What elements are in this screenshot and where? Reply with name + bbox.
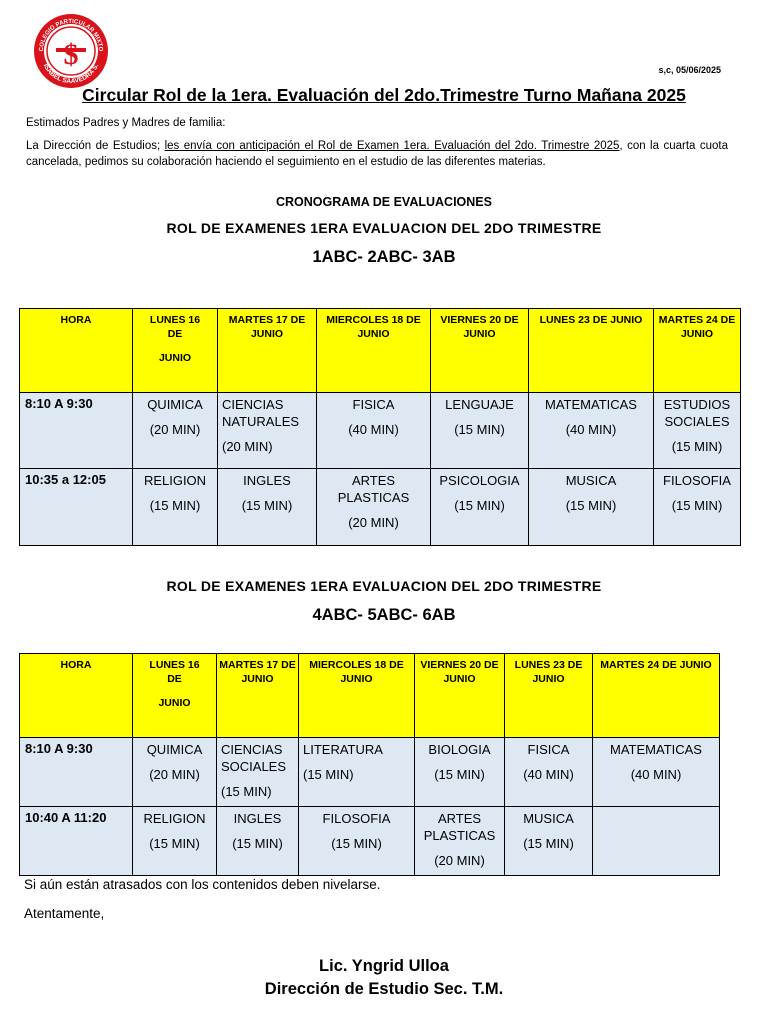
exam-cell [431, 393, 529, 469]
hora-cell: 8:10 A 9:30 [20, 738, 133, 807]
exam-cell [133, 807, 217, 876]
exam-cell [217, 738, 299, 807]
day-label: MIERCOLES 18 DE JUNIO [326, 314, 421, 340]
exam-cell [299, 738, 415, 807]
day-label: LUNES 23 DE JUNIO [514, 659, 583, 685]
duration-label: (40 MIN) [523, 767, 574, 782]
table-row [20, 393, 741, 469]
subject-label: LENGUAJE [445, 397, 514, 412]
table2-heading: ROL DE EXAMENES 1ERA EVALUACION DEL 2DO TRIMESTRE [166, 578, 602, 594]
day-label: VIERNES 20 DE JUNIO [420, 659, 499, 685]
hora-cell: 8:10 A 9:30 [20, 393, 133, 469]
col-header-day [505, 654, 593, 738]
subject-label: CIENCIAS SOCIALES [221, 742, 287, 774]
duration-label: (15 MIN) [454, 422, 505, 437]
col-header-day [431, 309, 529, 393]
exam-cell [593, 807, 720, 876]
table-row [20, 738, 720, 807]
duration-label: (40 MIN) [565, 422, 617, 437]
col-header-day [217, 654, 299, 738]
subject-label: BIOLOGIA [428, 742, 491, 757]
signer-title: Dirección de Estudio Sec. T.M. [264, 980, 504, 998]
schedule-table-1 [19, 308, 741, 546]
col-header-day [317, 309, 431, 393]
duration-label: (15 MIN) [149, 836, 200, 851]
table-row [20, 807, 720, 876]
duration-label: (15 MIN) [232, 836, 283, 851]
exam-cell [431, 469, 529, 546]
subject-label: FILOSOFIA [663, 473, 731, 488]
schedule-table-2 [19, 653, 720, 876]
col-header-day [133, 309, 218, 393]
col-header-day [593, 654, 720, 738]
exam-cell [299, 807, 415, 876]
intro-paragraph [26, 139, 728, 170]
duration-label: (15 MIN) [241, 498, 293, 513]
subject-label: FISICA [352, 397, 395, 412]
day-label: MARTES 24 DE JUNIO [600, 659, 712, 671]
col-header-day [218, 309, 317, 393]
exam-cell [317, 469, 431, 546]
subject-label: LITERATURA [303, 742, 383, 757]
day-label: VIERNES 20 DE JUNIO [440, 314, 519, 340]
table1-heading: ROL DE EXAMENES 1ERA EVALUACION DEL 2DO TRIMESTRE [166, 220, 602, 236]
hora-cell: 10:40 A 11:20 [20, 807, 133, 876]
exam-cell [133, 469, 218, 546]
table-row [20, 469, 741, 546]
day-label: LUNES 23 DE JUNIO [539, 314, 643, 326]
exam-cell [529, 393, 654, 469]
exam-cell [505, 738, 593, 807]
subject-label: ARTES PLASTICAS [423, 811, 496, 843]
col-header-hora: HORA [20, 309, 133, 393]
subject-label: MUSICA [565, 473, 617, 488]
footer-note: Si aún están atrasados con los contenidos deben nivelarse. [24, 877, 381, 892]
subject-label: MUSICA [523, 811, 574, 826]
closing: Atentamente, [24, 906, 105, 921]
exam-cell [133, 393, 218, 469]
table2-grades: 4ABC- 5ABC- 6AB [312, 606, 456, 624]
exam-cell [505, 807, 593, 876]
exam-cell [218, 469, 317, 546]
duration-label: (20 MIN) [222, 439, 273, 454]
day-label: LUNES 16 DE JUNIO [149, 314, 201, 364]
intro-end: , con la cuarta cuota cancelada, pedimos su colaboración haciendo el seguimiento en el estudio de las diferentes materias. [26, 140, 728, 168]
subject-label: QUIMICA [147, 397, 203, 412]
duration-label: (15 MIN) [303, 767, 354, 782]
duration-label: (40 MIN) [630, 767, 682, 782]
table1-grades: 1ABC- 2ABC- 3AB [312, 248, 456, 266]
col-header-day [529, 309, 654, 393]
logo-text: COLEGIO PARTICULAR MIXTO [38, 18, 104, 52]
day-label: MARTES 17 DE JUNIO [219, 659, 296, 685]
signer-name: Lic. Yngrid Ulloa [319, 957, 449, 975]
subject-label: INGLES [243, 473, 291, 488]
day-label: LUNES 16 DE JUNIO [149, 659, 200, 709]
table-header-row [20, 654, 720, 738]
cronograma-heading: CRONOGRAMA DE EVALUACIONES [276, 195, 492, 209]
subject-label: CIENCIAS NATURALES [222, 397, 300, 429]
subject-label: INGLES [233, 811, 282, 826]
duration-label: (20 MIN) [149, 422, 201, 437]
table-header-row [20, 309, 741, 393]
subject-label: QUIMICA [146, 742, 203, 757]
subject-label: ESTUDIOS SOCIALES [663, 397, 731, 429]
exam-cell [218, 393, 317, 469]
exam-cell [593, 738, 720, 807]
exam-cell [415, 807, 505, 876]
exam-cell [415, 738, 505, 807]
subject-label: MATEMATICAS [610, 742, 702, 757]
duration-label: (15 MIN) [331, 836, 382, 851]
duration-label: (15 MIN) [221, 784, 272, 799]
document-date: s,c, 05/06/2025 [658, 65, 721, 75]
duration-label: (15 MIN) [434, 767, 485, 782]
exam-cell [217, 807, 299, 876]
col-header-hora: HORA [20, 654, 133, 738]
exam-cell [654, 393, 741, 469]
col-header-day [133, 654, 217, 738]
col-header-day [654, 309, 741, 393]
document-title: Circular Rol de la 1era. Evaluación del 2do.Trimestre Turno Mañana 2025 [82, 85, 686, 105]
subject-label: FILOSOFIA [322, 811, 391, 826]
day-label: MIERCOLES 18 DE JUNIO [309, 659, 404, 685]
duration-label: (20 MIN) [348, 515, 399, 530]
duration-label: (20 MIN) [149, 767, 200, 782]
duration-label: (15 MIN) [523, 836, 574, 851]
intro-underlined: les envía con anticipación el Rol de Examen 1era. Evaluación del 2do. Trimestre 2025 [164, 140, 620, 152]
day-label: MARTES 17 DE JUNIO [228, 314, 306, 340]
day-label: MARTES 24 DE JUNIO [658, 314, 736, 340]
hora-cell: 10:35 a 12:05 [20, 469, 133, 546]
duration-label: (15 MIN) [454, 498, 505, 513]
duration-label: (15 MIN) [149, 498, 201, 513]
duration-label: (15 MIN) [671, 439, 723, 454]
duration-label: (15 MIN) [671, 498, 723, 513]
col-header-day [299, 654, 415, 738]
svg-text:ISABEL SAAVEDRA S.: ISABEL SAAVEDRA S. [41, 62, 101, 86]
duration-label: (40 MIN) [348, 422, 399, 437]
greeting: Estimados Padres y Madres de familia: [26, 117, 226, 129]
subject-label: MATEMATICAS [545, 397, 637, 412]
subject-label: FISICA [527, 742, 570, 757]
exam-cell [529, 469, 654, 546]
subject-label: PSICOLOGIA [439, 473, 520, 488]
duration-label: (15 MIN) [565, 498, 617, 513]
subject-label: RELIGION [143, 473, 207, 488]
exam-cell [654, 469, 741, 546]
intro-start: La Dirección de Estudios; [26, 140, 165, 152]
logo-monogram: $ [63, 38, 79, 71]
school-logo [32, 12, 110, 90]
exam-cell [317, 393, 431, 469]
col-header-day [415, 654, 505, 738]
exam-cell [133, 738, 217, 807]
subject-label: ARTES PLASTICAS [337, 473, 410, 505]
subject-label: RELIGION [143, 811, 206, 826]
duration-label: (20 MIN) [434, 853, 485, 868]
